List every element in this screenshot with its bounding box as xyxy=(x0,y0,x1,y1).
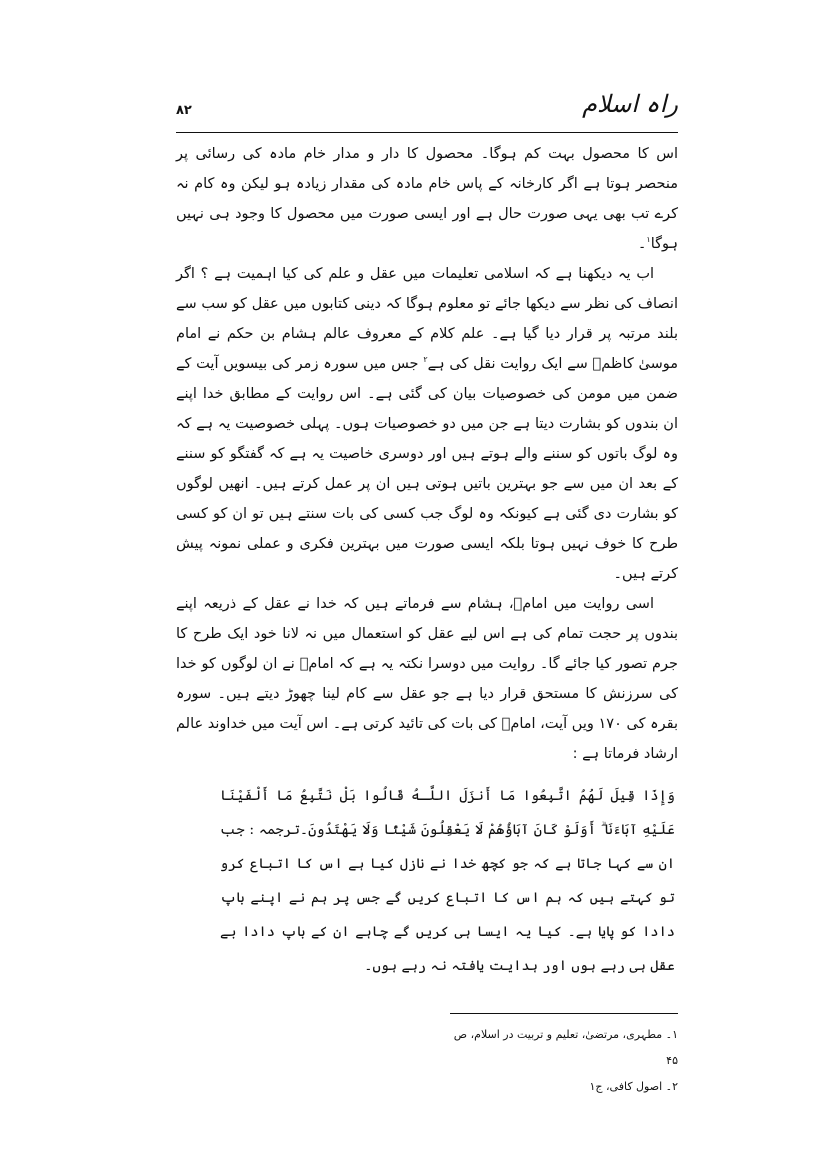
paragraph-text: اب یہ دیکھنا ہے کہ اسلامی تعلیمات میں عقل و علم کی کیا اہمیت ہے ؟ اگر انصاف کی نظر سے دیکھا جائے تو معلوم ہوگا کہ دینی کتابوں میں عقل کو سب سے بلند مرتبہ پر قرار دیا گیا ہے۔ علم کلام کے معروف عالم ہشام بن حکم نے امام موسیٰ کاظمؑ سے ایک روایت نقل کی ہے xyxy=(176,266,679,372)
paragraph-3 xyxy=(176,589,678,769)
footnote-2: ۲۔ اصول کافی، ج۱ xyxy=(589,1080,678,1093)
paragraph-text: اسی روایت میں امامؑ، ہشام سے فرماتے ہیں کہ خدا نے عقل کے ذریعہ اپنے بندوں پر حجت تمام کی ہے اس لیے عقل کو استعمال میں نہ لانا خود ایک طرح کا جرم تصور کیا جائے گا۔ روایت میں دوسرا نکتہ یہ ہے کہ امامؑ نے ان لوگوں کو خدا کی سرزنش کا مستحق قرار دیا ہے جو عقل سے کام لینا چھوڑ دیتے ہیں۔ سورہ بقرہ کی ۱۷۰ ویں آیت، امامؑ کی بات کی تائید کرتی ہے۔ اس آیت میں خداوند عالم ارشاد فرماتا ہے : xyxy=(176,596,678,762)
arabic-verse: وَإِذَا قِيلَ لَهُمُ اتَّبِعُوا مَا أَنزَلَ اللَّـهُ قَالُوا بَلْ نَتَّبِعُ مَا أَلْفَيْنَا عَلَيْهِ آبَاءَنَا ۗ أَوَلَوْ كَانَ آبَاؤُهُمْ لَا يَعْقِلُونَ شَيْئًا وَلَا يَهْتَدُونَ xyxy=(220,788,675,838)
header-rule xyxy=(176,132,678,133)
footnote-rule xyxy=(450,1013,678,1014)
running-title: راہ اسلام xyxy=(582,90,678,118)
footnote-marker-1[interactable]: ۱ xyxy=(646,235,651,245)
footnote-1: ۱۔ مطہری، مرتضیٰ، تعلیم و تربیت در اسلام، ص ۴۵ xyxy=(453,1028,678,1067)
translation-label: ۔ترجمہ : xyxy=(249,822,309,838)
paragraph-1 xyxy=(176,139,678,259)
verse-translation: جب ان سے کہا جاتا ہے کہ جو کچھ خدا نے نازل کیا ہے اس کا اتباع کرو تو کہتے ہیں کہ ہم اس کا اتباع کریں گے جس پر ہم نے اپنے باپ دادا کو پایا ہے۔ کیا یہ ایسا ہی کریں گے چاہے ان کے باپ دادا بے عقل ہی رہے ہوں اور ہدایت یافتہ نہ رہے ہوں۔ xyxy=(220,822,675,974)
paragraph-2 xyxy=(176,259,678,589)
paragraph-text: اس کا محصول بہت کم ہوگا۔ محصول کا دار و مدار خام مادہ کی رسائی پر منحصر ہوتا ہے اگر کارخانہ کے پاس خام مادہ کی مقدار زیادہ ہو لیکن وہ کام نہ کرے تب بھی یہی صورت حال ہے اور ایسی صورت میں محصول کا وجود ہی نہیں ہوگا xyxy=(176,146,678,252)
footnote-marker-2[interactable]: ۲ xyxy=(423,355,428,365)
paragraph-continuation: جس میں سورہ زمر کی بیسویں آیت کے ضمن میں مومن کی خصوصیات بیان کی گئی ہے۔ اس روایت کے مطابق خدا اپنے ان بندوں کو بشارت دیتا ہے جن میں دو خصوصیات ہوں۔ پہلی خصوصیت یہ ہے کہ وہ لوگ باتوں کو سننے والے ہوتے ہیں اور دوسری خاصیت یہ ہے کہ گفتگو کو سننے کے بعد ان میں سے جو بہترین باتیں ہوتی ہیں ان پر عمل کرتے ہیں۔ انھیں لوگوں کو بشارت دی گئی ہے کیونکہ وہ لوگ جب کسی کی بات سنتے ہیں تو ان کو کسی طرح کا خوف نہیں ہوتا بلکہ ایسی صورت میں بہترین فکری و عملی نمونہ پیش کرتے ہیں۔ xyxy=(176,356,678,582)
page-header xyxy=(176,88,678,128)
footnotes xyxy=(440,1022,678,1100)
paragraph-end: ۔ xyxy=(637,236,647,252)
body-text xyxy=(176,139,678,769)
quran-verse-block xyxy=(220,779,675,983)
page-number: ۸۲ xyxy=(176,103,192,118)
